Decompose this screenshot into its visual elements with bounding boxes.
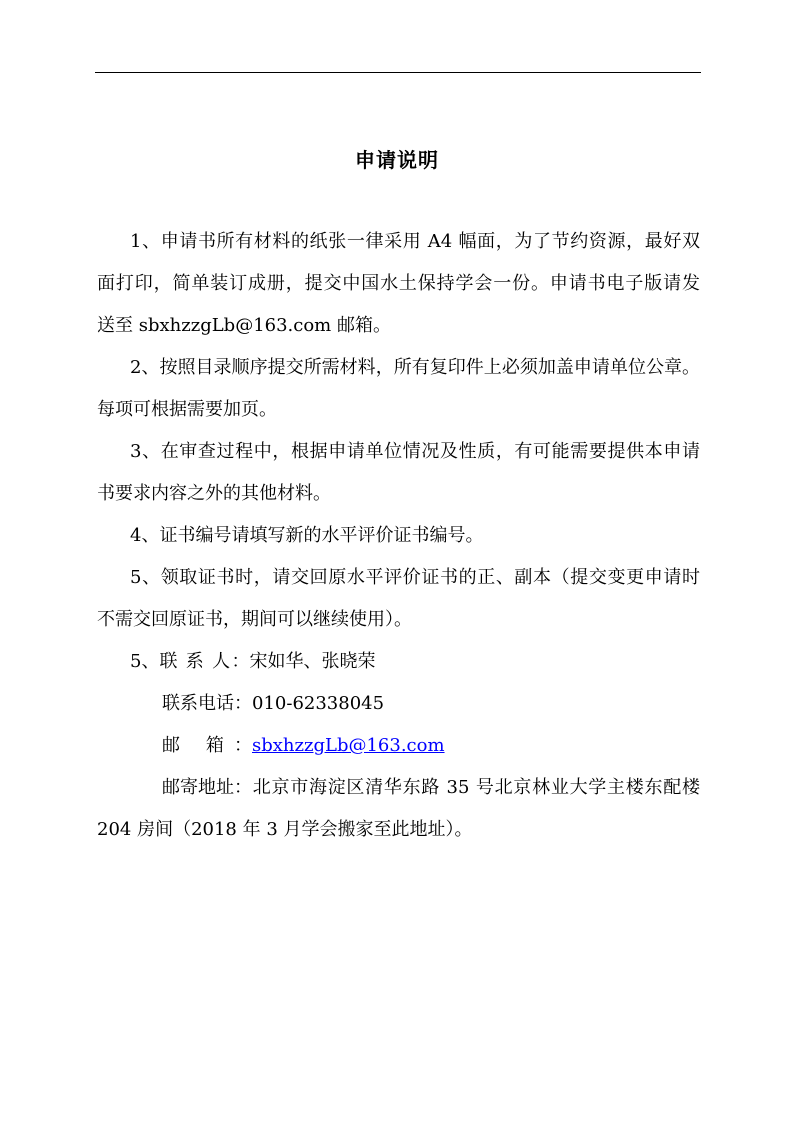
header-rule xyxy=(95,72,701,73)
contact-address-line-2: 204 房间（2018 年 3 月学会搬家至此地址）。 xyxy=(97,819,473,840)
instruction-1-line-3: 送至 sbxhzzgLb@163.com 邮箱。 xyxy=(97,315,391,336)
instruction-4-line-1: 4、证书编号请填写新的水平评价证书编号。 xyxy=(130,525,484,546)
instructions-body xyxy=(97,221,700,851)
contact-prefix: 5、 xyxy=(130,651,160,672)
instruction-1-line-1: 1、申请书所有材料的纸张一律采用 A4 幅面，为了节约资源，最好双 xyxy=(130,231,700,252)
contact-person-row xyxy=(97,641,700,683)
page-title: 申请说明 xyxy=(355,148,439,172)
contact-address-row xyxy=(97,767,700,809)
instruction-1-line-2: 面打印，简单装订成册，提交中国水土保持学会一份。申请书电子版请发 xyxy=(97,273,700,294)
instruction-5-line-1: 5、领取证书时，请交回原水平评价证书的正、副本（提交变更申请时 xyxy=(130,567,700,588)
contact-phone-value: 010-62338045 xyxy=(252,693,385,714)
instruction-3-line-1: 3、在审查过程中，根据申请单位情况及性质，有可能需要提供本申请 xyxy=(130,441,700,462)
contact-person-label: 联 系 人： xyxy=(159,651,250,672)
contact-phone-row xyxy=(97,683,700,725)
contact-phone-label: 联系电话： xyxy=(162,693,252,714)
contact-email-label: 邮 箱： xyxy=(162,735,252,756)
contact-person-value: 宋如华、张晓荣 xyxy=(249,651,376,672)
instruction-2-line-2: 每项可根据需要加页。 xyxy=(97,399,277,420)
contact-address-line-1: 北京市海淀区清华东路 35 号北京林业大学主楼东配楼 xyxy=(252,777,700,798)
contact-email-row xyxy=(97,725,700,767)
contact-email-link[interactable]: sbxhzzgLb@163.com xyxy=(252,735,445,756)
contact-address-label: 邮寄地址： xyxy=(162,777,252,798)
instruction-3-line-2: 书要求内容之外的其他材料。 xyxy=(97,483,331,504)
instruction-5-line-2: 不需交回原证书，期间可以继续使用）。 xyxy=(97,609,412,630)
instruction-2-line-1: 2、按照目录顺序提交所需材料，所有复印件上必须加盖申请单位公章。 xyxy=(130,357,700,378)
